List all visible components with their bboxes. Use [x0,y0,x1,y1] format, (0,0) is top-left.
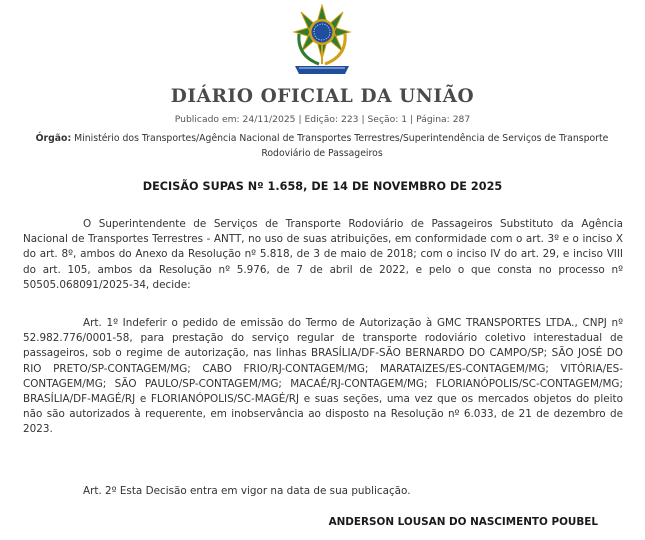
decision-preamble: O Superintendente de Serviços de Transporte Rodoviário de Passageiros Substituto da Agência Nacional de Transportes Terrestres - ANTT, no uso de suas atribuições, em conformidade com o art. 3º e o inciso X do art. 8º, ambos do Anexo da Resolução nº 5.818, de 3 de maio de 2018; com o inciso IV do art. 29, e inciso VIII do art. 105, ambos da Resolução nº 5.976, de 7 de abril de 2022, e pelo o que consta no processo nº 50505.068091/2025-34, decide: [23,218,623,291]
edition-number: Edição: 223 [304,114,359,125]
separator: | [410,114,414,125]
published-date: Publicado em: 24/11/2025 [174,114,296,125]
section-number: Seção: 1 [367,114,408,125]
brazil-coat-of-arms-icon [289,4,355,76]
separator: | [298,114,302,125]
orgao-label: Órgão: [35,133,72,144]
publication-info [0,114,645,125]
orgao-line [22,131,622,161]
decision-title: DECISÃO SUPAS Nº 1.658, DE 14 DE NOVEMBRO DE 2025 [142,180,503,193]
orgao-text: Ministério dos Transportes/Agência Nacional de Transportes Terrestres/Superintendência de Serviços de Transporte Rodoviário de Passageiros [74,133,609,159]
page-number: Página: 287 [416,114,471,125]
article-2: Art. 2º Esta Decisão entra em vigor na data de sua publicação. [83,485,411,497]
masthead-title: DIÁRIO OFICIAL DA UNIÃO [170,86,475,107]
article-1: Art. 1º Indeferir o pedido de emissão do Termo de Autorização à GMC TRANSPORTES LTDA., CNPJ nº 52.982.776/0001-58, para prestação do serviço regular de transporte rodoviário coletivo interestadual de passageiros, sob o regime de autorização, nas linhas BRASÍLIA/DF-SÃO BERNARDO DO CAMPO/SP; SÃO JOSÉ DO RIO PRETO/SP-CONTAGEM/MG; CABO FRIO/RJ-CONTAGEM/MG; MARATAIZES/ES-CONTAGEM/MG; VITÓRIA/ES-CONTAGEM/MG; SÃO PAULO/SP-CONTAGEM/MG; MACAÉ/RJ-CONTAGEM/MG; FLORIANÓPOLIS/SC-CONTAGEM/MG; BRASÍLIA/DF-MAGÉ/RJ e FLORIANÓPOLIS/SC-MAGÉ/RJ e suas seções, uma vez que os mercados objetos do pleito não são autorizados à requerente, em inobservância ao disposto na Resolução nº 6.033, de 21 de dezembro de 2023. [23,317,623,436]
separator: | [361,114,365,125]
signature: ANDERSON LOUSAN DO NASCIMENTO POUBEL [328,516,598,528]
